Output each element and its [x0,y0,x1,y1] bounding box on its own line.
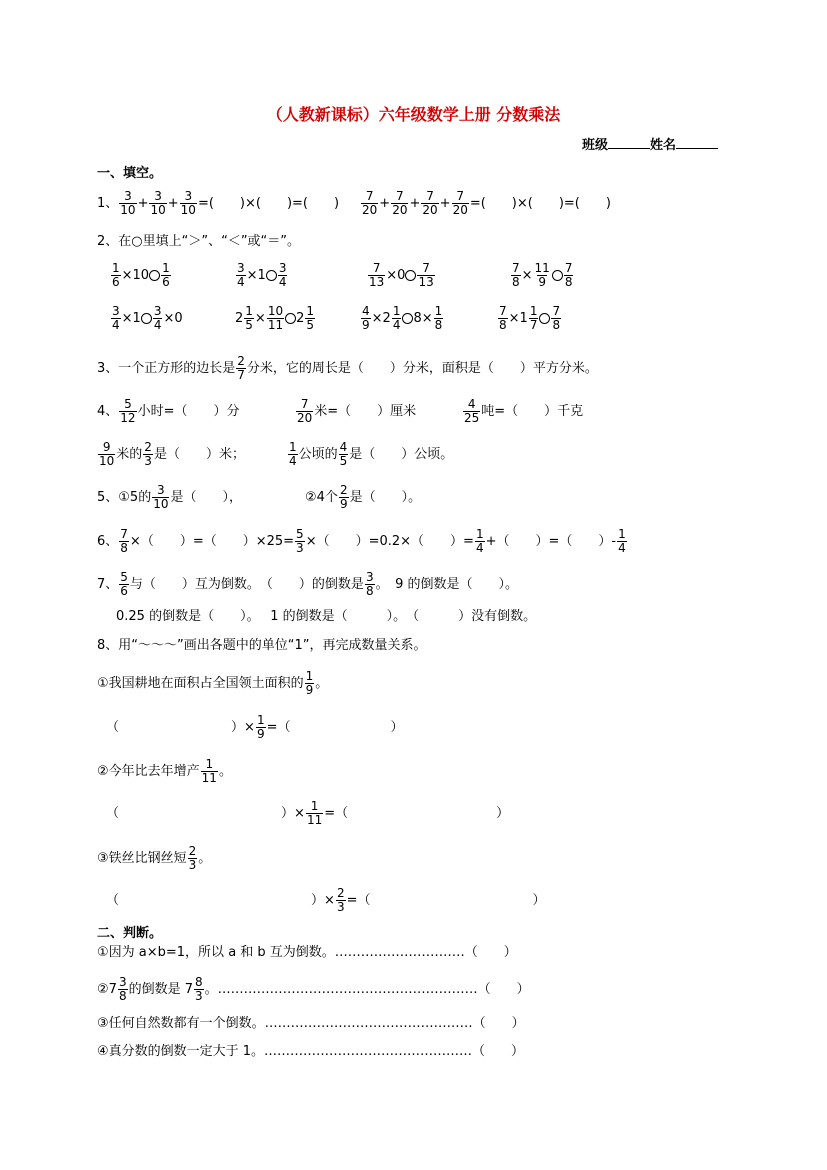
fraction: $\frac{3}{10}$ [180,189,196,217]
fraction: $\frac{7}{20}$ [392,189,408,217]
question-4c: $\frac{4}{25}$ 吨=（ ）千克 [464,397,584,425]
fraction: $\frac{3}{10}$ [120,189,136,217]
fraction: $\frac{3}{10}$ [150,189,166,217]
class-field[interactable] [608,136,650,149]
question-7: 7、 $\frac{5}{6}$ 与（ ）互为倒数。 （ ）的倒数是 $\frac{3}{8}$ 。 9 的倒数是（ ）。 [97,570,518,598]
q8-item-3: ③铁丝比钢丝短 $\frac{2}{3}$ 。 [97,844,212,872]
judge-3: ③任何自然数都有一个倒数。…………………………………………（ ） [97,1016,525,1031]
compare-circle[interactable] [402,313,413,324]
compare-8: $\frac{7}{8}$ ×1 $\frac{1}{7}$ $\frac{7}{8}$ [499,304,561,332]
question-7b: 0.25 的倒数是（ ）。 1 的倒数是（ ）。 （ ）没有倒数。 [116,609,537,624]
compare-circle[interactable] [539,313,550,324]
compare-3: $\frac{7}{13}$ ×0 $\frac{7}{13}$ [369,261,434,289]
q8-relation-2: （ ）× $\frac{1}{11}$ =（ ） [106,799,510,827]
compare-circle[interactable] [266,270,277,281]
class-label: 班级 [582,138,609,153]
judge-2: ②7 $\frac{3}{8}$ 的倒数是 7 $\frac{8}{3}$ 。……………………………………………………（ ） [97,975,530,1003]
question-4e: $\frac{1}{4}$ 公顷的 $\frac{4}{5}$ 是（ ）公顷。 [289,440,454,468]
section-fill-blank: 一、填空。 [97,166,163,181]
question-8: 8、用“～～～”画出各题中的单位“1”，再完成数量关系。 [97,638,427,653]
compare-4: $\frac{7}{8}$ × $\frac{11}{9}$ $\frac{7}{8}$ [512,261,573,289]
student-info [582,136,718,155]
q8-relation-1: （ ）× $\frac{1}{9}$ =（ ） [106,713,404,741]
compare-7: $\frac{4}{9}$ ×2 $\frac{1}{4}$ 8× $\frac{1}{8}$ [362,304,443,332]
question-4b: $\frac{7}{20}$ 米=（ ）厘米 [297,397,417,425]
judge-1: ①因为 a×b=1，所以 a 和 b 互为倒数。…………………………（ ） [97,945,517,960]
question-1b: $\frac{7}{20}$ + $\frac{7}{20}$ + $\frac{7}{20}$ + $\frac{7}{20}$ =( )×( )=( ) [362,189,611,217]
question-6: 6、 $\frac{7}{8}$ ×（ ）=（ ）×25= $\frac{5}{3}$ ×（ ）=0.2×（ ）= $\frac{1}{4}$ +（ ）=（ ）- $\frac{1}{4}$ [97,527,626,555]
compare-circle[interactable] [149,270,160,281]
question-4: 4、 $\frac{5}{12}$ 小时=（ ）分 [97,397,240,425]
fraction: $\frac{7}{20}$ [452,189,468,217]
name-field[interactable] [676,136,718,149]
fraction: $\frac{7}{20}$ [362,189,378,217]
compare-circle[interactable] [552,270,563,281]
page-title: （人教新课标）六年级数学上册 分数乘法 [266,105,561,124]
compare-circle[interactable] [141,313,152,324]
compare-circle[interactable] [285,313,296,324]
question-5: 5、①5的 $\frac{3}{10}$ 是（ ）， [97,483,242,511]
compare-circle[interactable] [405,270,416,281]
name-label: 姓名 [650,138,677,153]
compare-1: $\frac{1}{6}$ ×10 $\frac{1}{6}$ [112,261,170,289]
q8-item-1: ①我国耕地在面积占全国领土面积的 $\frac{1}{9}$ 。 [97,669,329,697]
question-4d: $\frac{9}{10}$ 米的 $\frac{2}{3}$ 是（ ）米； [99,440,245,468]
q8-relation-3: （ ）× $\frac{2}{3}$ =（ ） [106,886,546,914]
question-5b: ②4个 $\frac{2}{9}$ 是（ ）。 [305,483,422,511]
q8-item-2: ②今年比去年增产 $\frac{1}{11}$ 。 [97,757,232,785]
question-3: 3、一个正方形的边长是 $\frac{2}{7}$ 分米，它的周长是（ ）分米，面积是（ ）平方分米。 [97,354,598,382]
fraction: $\frac{7}{20}$ [422,189,438,217]
judge-4: ④真分数的倒数一定大于 1。…………………………………………（ ） [97,1044,525,1059]
question-1: 1、 $\frac{3}{10}$ + $\frac{3}{10}$ + $\frac{3}{10}$ =( )×( )=( ) [97,189,340,217]
compare-2: $\frac{3}{4}$ ×1 $\frac{3}{4}$ [237,261,287,289]
question-2: 2、在○里填上“＞”、“＜”或“＝”。 [97,234,301,249]
section-judge: 二、判断。 [97,926,163,941]
compare-5: $\frac{3}{4}$ ×1 $\frac{3}{4}$ ×0 [112,304,183,332]
compare-6: 2 $\frac{1}{5}$ × $\frac{10}{11}$ 2 $\frac{1}{5}$ [235,304,315,332]
